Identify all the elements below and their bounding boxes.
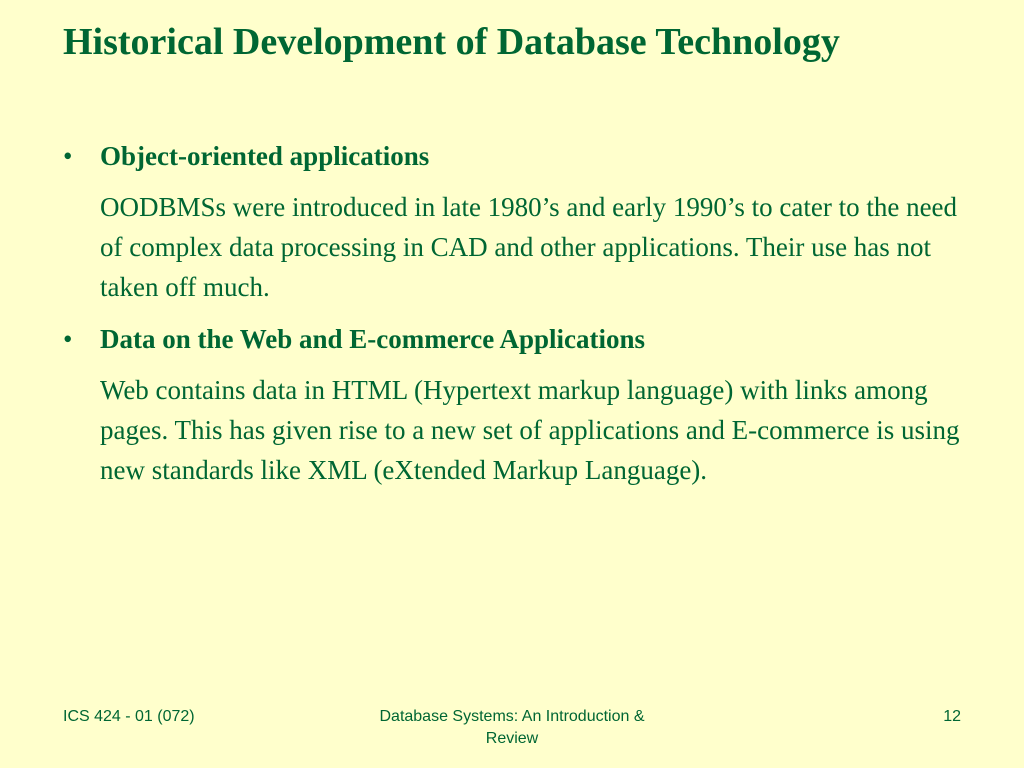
footer-course: ICS 424 - 01 (072) [63,708,195,725]
slide-title: Historical Development of Database Technology [63,21,840,63]
bullet-body: Web contains data in HTML (Hypertext markup language) with links among pages. This has given rise to a new set of applications and E-commerce is using new standards like XML (eXtended Markup Language). [100,375,960,485]
slide-content [63,136,973,490]
bullet-marker: • [63,141,73,171]
bullet-web-ecommerce [63,319,973,490]
slide-number: 12 [943,708,961,725]
bullet-heading: Data on the Web and E-commerce Applications [100,324,646,354]
bullet-object-oriented [63,136,973,307]
bullet-body: OODBMSs were introduced in late 1980’s and early 1990’s to cater to the need of complex data processing in CAD and other applications. Their use has not taken off much. [100,192,958,302]
footer-deck-title: Database Systems: An Introduction & Review [379,708,645,747]
bullet-heading: Object-oriented applications [100,141,430,171]
bullet-marker: • [63,324,73,354]
